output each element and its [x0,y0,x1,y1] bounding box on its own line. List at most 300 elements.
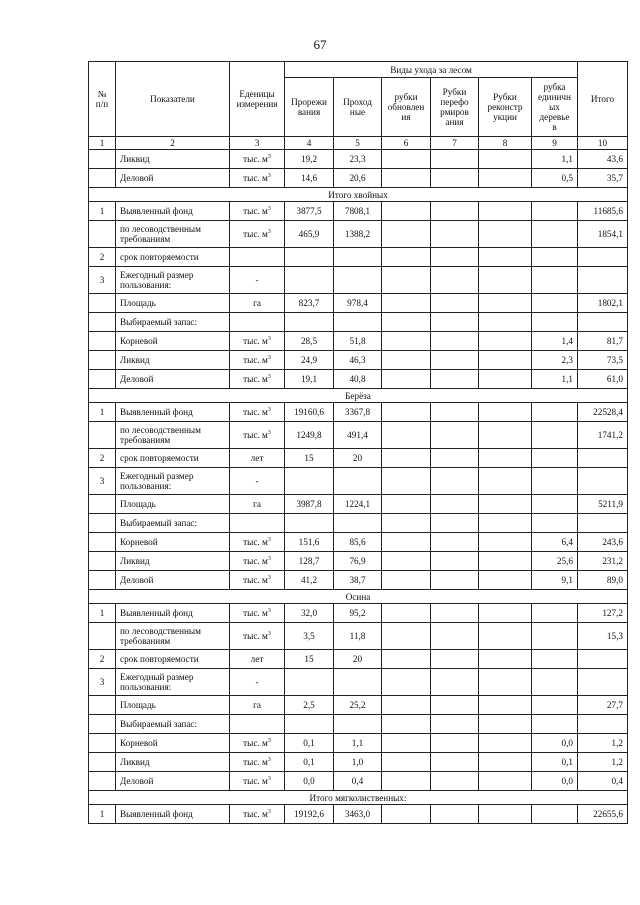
row-value-c7 [431,248,479,267]
header-renewal: рубки обновлен ия [382,78,431,137]
row-number [89,370,116,389]
row-value-c10: 5211,9 [578,495,628,514]
table-row [89,351,628,370]
row-value-c9 [532,267,578,294]
row-value-c8 [479,403,532,422]
unit-text: тыс. м [243,374,268,384]
row-value-c5: 1388,2 [334,221,382,248]
row-value-c9: 6,4 [532,533,578,552]
row-value-c10 [578,514,628,533]
row-number [89,514,116,533]
row-value-c5 [334,248,382,267]
row-unit [230,248,285,267]
unit-text: тыс. м [243,154,268,164]
row-value-c10 [578,468,628,495]
row-value-c5: 1,1 [334,734,382,753]
row-value-c10: 22528,4 [578,403,628,422]
row-value-c6 [382,248,431,267]
row-value-c4 [285,669,334,696]
row-unit [230,332,285,351]
row-value-c5: 11,8 [334,623,382,650]
row-value-c4: 0,0 [285,772,334,791]
row-value-c8 [479,422,532,449]
row-value-c6 [382,449,431,468]
row-number: 2 [89,248,116,267]
row-value-c10 [578,669,628,696]
row-value-c8 [479,468,532,495]
row-value-c10: 1,2 [578,734,628,753]
row-value-c8 [479,514,532,533]
table-row [89,294,628,313]
table-row [89,571,628,590]
row-value-c10 [578,650,628,669]
row-value-c8 [479,267,532,294]
unit-text: тыс. м [243,631,268,641]
row-value-c7 [431,533,479,552]
section-title: Итого хвойных [89,188,628,202]
row-value-c9 [532,514,578,533]
row-unit: - [230,468,285,495]
row-value-c8 [479,533,532,552]
row-value-c5: 85,6 [334,533,382,552]
col-number: 3 [230,137,285,150]
row-value-c10: 1802,1 [578,294,628,313]
row-value-c4: 3877,5 [285,202,334,221]
row-value-c4 [285,468,334,495]
row-value-c5: 76,9 [334,552,382,571]
row-value-c9 [532,623,578,650]
row-value-c10 [578,267,628,294]
row-number [89,571,116,590]
table-row [89,696,628,715]
row-value-c8 [479,696,532,715]
table-row [89,669,628,696]
row-value-c7 [431,294,479,313]
row-number [89,313,116,332]
row-value-c7 [431,715,479,734]
row-value-c8 [479,669,532,696]
row-value-c4: 19,1 [285,370,334,389]
row-value-c9 [532,294,578,313]
row-indicator: Корневой [116,332,230,351]
unit-superscript: 3 [267,737,271,744]
row-value-c4: 19160,6 [285,403,334,422]
row-value-c7 [431,351,479,370]
row-indicator: срок повторяемости [116,248,230,267]
row-number: 1 [89,403,116,422]
row-value-c4: 1249,8 [285,422,334,449]
row-number: 3 [89,468,116,495]
row-value-c5: 46,3 [334,351,382,370]
row-value-c9 [532,202,578,221]
row-value-c4 [285,514,334,533]
row-value-c8 [479,805,532,824]
row-unit: га [230,294,285,313]
row-value-c10: 27,7 [578,696,628,715]
table-row [89,514,628,533]
unit-superscript: 3 [267,373,271,380]
row-value-c5 [334,514,382,533]
row-value-c9: 2,3 [532,351,578,370]
row-value-c8 [479,753,532,772]
unit-superscript: 3 [267,153,271,160]
table-row [89,332,628,351]
row-value-c10: 81,7 [578,332,628,351]
row-indicator: Деловой [116,772,230,791]
section-title: Осина [89,590,628,604]
row-value-c7 [431,169,479,188]
row-value-c5: 95,2 [334,604,382,623]
row-value-c10: 22655,6 [578,805,628,824]
row-indicator: Площадь [116,495,230,514]
row-value-c6 [382,403,431,422]
table-row [89,734,628,753]
unit-text: тыс. м [243,430,268,440]
row-unit [230,734,285,753]
row-unit [230,533,285,552]
row-number: 1 [89,604,116,623]
row-value-c7 [431,552,479,571]
row-value-c10 [578,313,628,332]
row-value-c7 [431,753,479,772]
row-value-c7 [431,267,479,294]
row-value-c10: 61,0 [578,370,628,389]
row-value-c5: 25,2 [334,696,382,715]
row-value-c9 [532,422,578,449]
row-value-c4: 151,6 [285,533,334,552]
row-value-c5: 40,8 [334,370,382,389]
col-number: 9 [532,137,578,150]
row-value-c9: 0,0 [532,772,578,791]
row-value-c7 [431,734,479,753]
row-number [89,552,116,571]
row-unit [230,552,285,571]
row-value-c4 [285,248,334,267]
header-units: Еденицы измерения [230,62,285,137]
row-indicator: Корневой [116,734,230,753]
row-value-c8 [479,571,532,590]
row-value-c4: 823,7 [285,294,334,313]
row-value-c6 [382,202,431,221]
row-value-c9: 1,4 [532,332,578,351]
col-number: 6 [382,137,431,150]
row-number [89,623,116,650]
row-value-c5 [334,715,382,734]
row-value-c4: 24,9 [285,351,334,370]
row-value-c4: 3,5 [285,623,334,650]
row-value-c4: 19,2 [285,150,334,169]
row-value-c10: 1854,1 [578,221,628,248]
row-value-c7 [431,669,479,696]
row-indicator: Деловой [116,169,230,188]
unit-superscript: 3 [267,335,271,342]
row-number [89,169,116,188]
header-total: Итого [578,62,628,137]
row-unit [230,351,285,370]
row-unit [230,514,285,533]
row-number [89,150,116,169]
unit-superscript: 3 [267,775,271,782]
row-value-c9 [532,221,578,248]
row-unit [230,313,285,332]
table-row [89,805,628,824]
row-value-c6 [382,734,431,753]
row-indicator: Выявленный фонд [116,403,230,422]
header-indicators: Показатели [116,62,230,137]
row-indicator: Деловой [116,571,230,590]
row-value-c10: 1741,2 [578,422,628,449]
row-value-c7 [431,772,479,791]
row-value-c6 [382,351,431,370]
table-row [89,552,628,571]
row-value-c8 [479,604,532,623]
col-number: 1 [89,137,116,150]
unit-text: тыс. м [243,407,268,417]
row-value-c10 [578,449,628,468]
row-unit [230,150,285,169]
row-value-c6 [382,294,431,313]
row-value-c6 [382,313,431,332]
row-value-c5: 491,4 [334,422,382,449]
unit-superscript: 3 [267,536,271,543]
row-value-c10: 15,3 [578,623,628,650]
row-value-c6 [382,604,431,623]
row-unit: лет [230,449,285,468]
row-value-c10 [578,248,628,267]
unit-text: тыс. м [243,173,268,183]
table-row [89,604,628,623]
row-value-c10: 0,4 [578,772,628,791]
row-number: 1 [89,805,116,824]
unit-superscript: 3 [267,808,271,815]
col-number: 5 [334,137,382,150]
unit-text: тыс. м [243,757,268,767]
unit-superscript: 3 [267,555,271,562]
row-unit [230,370,285,389]
row-number [89,294,116,313]
row-number [89,422,116,449]
row-unit [230,571,285,590]
row-value-c7 [431,604,479,623]
row-value-c9 [532,248,578,267]
row-value-c4: 465,9 [285,221,334,248]
row-value-c7 [431,150,479,169]
row-value-c8 [479,650,532,669]
table-row [89,422,628,449]
unit-text: тыс. м [243,608,268,618]
row-value-c9: 25,6 [532,552,578,571]
table-row [89,370,628,389]
row-value-c8 [479,202,532,221]
col-number: 8 [479,137,532,150]
row-value-c7 [431,696,479,715]
row-value-c10: 11685,6 [578,202,628,221]
row-value-c6 [382,468,431,495]
row-value-c5: 20,6 [334,169,382,188]
row-value-c9 [532,805,578,824]
row-indicator: Деловой [116,370,230,389]
forest-care-table [88,61,628,824]
row-value-c4: 41,2 [285,571,334,590]
row-value-c5: 7808,1 [334,202,382,221]
unit-superscript: 3 [267,574,271,581]
row-indicator: Ежегодный размер пользования: [116,267,230,294]
row-unit: га [230,696,285,715]
row-value-c8 [479,734,532,753]
row-value-c6 [382,533,431,552]
row-value-c4: 32,0 [285,604,334,623]
row-value-c7 [431,202,479,221]
row-value-c4: 19192,6 [285,805,334,824]
row-value-c8 [479,623,532,650]
header-types-of-care: Виды ухода за лесом [285,62,578,78]
header-thinning: Прорежи вания [285,78,334,137]
table-row [89,650,628,669]
row-unit [230,604,285,623]
row-unit: - [230,669,285,696]
row-unit [230,772,285,791]
row-value-c4: 2,5 [285,696,334,715]
header-single-trees: рубка единичн ых деревье в [532,78,578,137]
unit-text: тыс. м [243,355,268,365]
row-unit: га [230,495,285,514]
row-value-c10: 243,6 [578,533,628,552]
row-value-c6 [382,514,431,533]
row-number [89,351,116,370]
row-value-c5 [334,669,382,696]
row-value-c6 [382,650,431,669]
row-value-c10: 127,2 [578,604,628,623]
row-indicator: Корневой [116,533,230,552]
section-title: Итого мягколиственных: [89,791,628,805]
row-value-c9 [532,650,578,669]
row-value-c7 [431,221,479,248]
row-indicator: по лесоводственным требованиям [116,422,230,449]
row-number [89,696,116,715]
row-indicator: Площадь [116,294,230,313]
row-value-c9: 1,1 [532,150,578,169]
row-value-c10 [578,715,628,734]
unit-text: тыс. м [243,738,268,748]
row-value-c9 [532,313,578,332]
col-number: 10 [578,137,628,150]
table-row [89,533,628,552]
row-value-c4: 28,5 [285,332,334,351]
row-indicator: Ликвид [116,552,230,571]
unit-text: тыс. м [243,336,268,346]
row-value-c7 [431,514,479,533]
col-number: 4 [285,137,334,150]
row-number: 3 [89,669,116,696]
row-value-c6 [382,805,431,824]
row-indicator: Выбираемый запас: [116,715,230,734]
row-value-c9 [532,696,578,715]
row-number [89,753,116,772]
row-value-c9 [532,669,578,696]
row-value-c8 [479,169,532,188]
row-value-c6 [382,495,431,514]
row-value-c8 [479,150,532,169]
row-indicator: Выбираемый запас: [116,313,230,332]
row-indicator: по лесоводственным требованиям [116,623,230,650]
unit-superscript: 3 [267,354,271,361]
row-value-c5 [334,468,382,495]
table-row [89,449,628,468]
row-number [89,772,116,791]
unit-superscript: 3 [267,607,271,614]
row-value-c7 [431,650,479,669]
unit-text: тыс. м [243,206,268,216]
row-value-c5: 20 [334,449,382,468]
row-value-c4: 3987,8 [285,495,334,514]
row-unit [230,403,285,422]
row-value-c6 [382,422,431,449]
unit-superscript: 3 [267,756,271,763]
row-indicator: Ежегодный размер пользования: [116,669,230,696]
row-value-c6 [382,169,431,188]
row-value-c4 [285,313,334,332]
unit-text: тыс. м [243,537,268,547]
row-value-c6 [382,715,431,734]
row-value-c4 [285,267,334,294]
row-value-c10: 1,2 [578,753,628,772]
row-value-c10: 35,7 [578,169,628,188]
row-indicator: Выбираемый запас: [116,514,230,533]
row-value-c6 [382,150,431,169]
header-reform: Рубки перефо рмиров ания [431,78,479,137]
table-row [89,715,628,734]
table-row [89,403,628,422]
row-value-c5: 38,7 [334,571,382,590]
row-value-c4: 15 [285,650,334,669]
row-value-c6 [382,370,431,389]
table-row [89,468,628,495]
row-value-c7 [431,313,479,332]
row-indicator: Выявленный фонд [116,604,230,623]
unit-superscript: 3 [267,172,271,179]
unit-superscript: 3 [267,406,271,413]
row-number [89,734,116,753]
row-value-c9: 0,5 [532,169,578,188]
header-passage: Проход ные [334,78,382,137]
row-value-c7 [431,422,479,449]
row-value-c9 [532,468,578,495]
row-value-c7 [431,571,479,590]
row-unit [230,715,285,734]
row-value-c10: 231,2 [578,552,628,571]
row-value-c8 [479,772,532,791]
row-value-c7 [431,403,479,422]
row-unit [230,202,285,221]
page-number: 67 [313,37,327,52]
row-number [89,495,116,514]
row-unit [230,753,285,772]
row-value-c9: 0,1 [532,753,578,772]
row-value-c6 [382,571,431,590]
table-row [89,202,628,221]
row-value-c9: 1,1 [532,370,578,389]
row-value-c8 [479,313,532,332]
row-value-c6 [382,623,431,650]
unit-text: тыс. м [243,229,268,239]
section-header-row [89,389,628,403]
row-value-c5: 3463,0 [334,805,382,824]
row-value-c10: 89,0 [578,571,628,590]
table-row [89,495,628,514]
row-number: 1 [89,202,116,221]
row-indicator: Ликвид [116,753,230,772]
table-row [89,313,628,332]
